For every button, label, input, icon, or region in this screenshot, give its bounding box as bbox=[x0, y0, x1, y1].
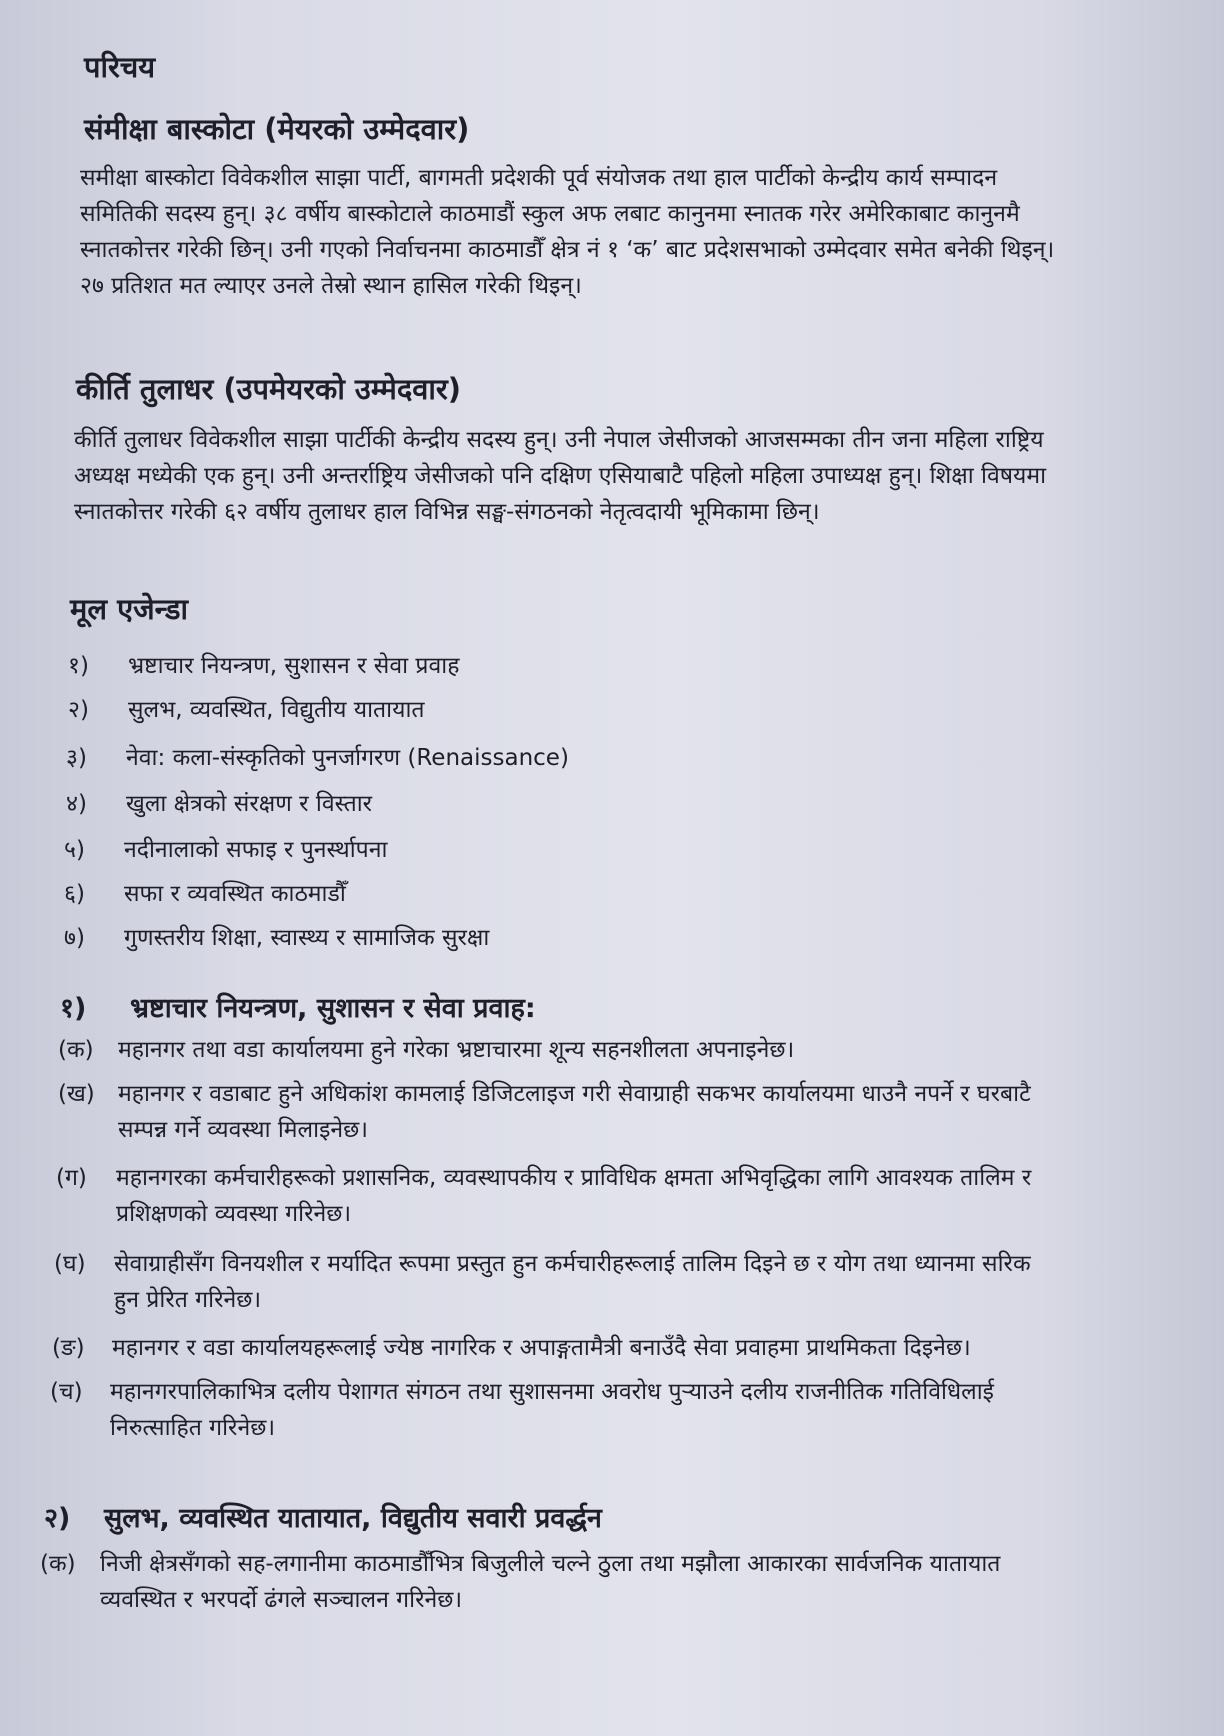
item-line: सेवाग्राहीसँग विनयशील र मर्यादित रूपमा प्रस्तुत हुन कर्मचारीहरूलाई तालिम दिइने छ र योग तथा ध्यानमा सरिक bbox=[114, 1251, 1031, 1277]
item-marker: (क) bbox=[40, 1551, 76, 1577]
item-line: महानगर तथा वडा कार्यालयमा हुने गरेका भ्रष्टाचारमा शून्य सहनशीलता अपनाइनेछ। bbox=[118, 1037, 795, 1063]
section-title: सुलभ, व्यवस्थित यातायात, विद्युतीय सवारी प्रवर्द्धन bbox=[104, 1503, 602, 1534]
section1-item bbox=[58, 1076, 1158, 1148]
agenda-text: नेवा: कला-संस्कृतिको पुनर्जागरण (Renaissance) bbox=[126, 745, 569, 771]
item-text bbox=[112, 1330, 971, 1366]
item-line: प्रशिक्षणको व्यवस्था गरिनेछ। bbox=[116, 1201, 352, 1227]
paragraph-line: कीर्ति तुलाधर विवेकशील साझा पार्टीकी केन्द्रीय सदस्य हुन्। उनी नेपाल जेसीजको आजसम्मका तीन जना महिला राष्ट्रिय bbox=[74, 427, 1044, 453]
item-text bbox=[118, 1032, 794, 1068]
agenda-number: ५) bbox=[64, 837, 85, 863]
item-line: महानगर र वडाबाट हुने अधिकांश कामलाई डिजिटलाइज गरी सेवाग्राही सकभर कार्यालयमा धाउनै नपर्ने र घरबाटै bbox=[118, 1081, 1031, 1107]
agenda-item bbox=[66, 740, 569, 772]
agenda-text: खुला क्षेत्रको संरक्षण र विस्तार bbox=[126, 791, 373, 817]
agenda-number: ४) bbox=[66, 791, 87, 817]
item-line: महानगरपालिकाभित्र दलीय पेशागत संगठन तथा सुशासनमा अवरोध पुऱ्याउने दलीय राजनीतिक गतिविधिलाई bbox=[110, 1379, 994, 1405]
agenda-item bbox=[68, 648, 459, 680]
paragraph-line: २७ प्रतिशत मत ल्याएर उनले तेस्रो स्थान हासिल गरेकी थिइन्। bbox=[80, 273, 582, 299]
item-line: सम्पन्न गर्ने व्यवस्था मिलाइनेछ। bbox=[118, 1117, 369, 1143]
agenda-item bbox=[66, 786, 372, 818]
agenda-number: ३) bbox=[66, 745, 87, 771]
item-line: निजी क्षेत्रसँगको सह-लगानीमा काठमाडौँभित्र बिजुलीले चल्ने ठुला तथा मझौला आकारका सार्वजनिक यातायात bbox=[100, 1551, 1001, 1577]
candidate2-paragraph bbox=[74, 422, 1046, 530]
section2-heading bbox=[44, 1498, 602, 1535]
agenda-text: नदीनालाको सफाइ र पुनर्स्थापना bbox=[124, 837, 388, 863]
item-line: हुन प्रेरित गरिनेछ। bbox=[114, 1287, 262, 1313]
agenda-item bbox=[64, 876, 346, 908]
agenda-number: १) bbox=[68, 653, 89, 679]
section1-item bbox=[50, 1374, 1150, 1446]
item-text bbox=[116, 1160, 1031, 1232]
agenda-item bbox=[64, 832, 387, 864]
paragraph-line: स्नातकोत्तर गरेकी छिन्। उनी गएको निर्वाचनमा काठमाडौँ क्षेत्र नं १ ‘क’ बाट प्रदेशसभाको उम्मेदवार समेत बनेकी थिइन्। bbox=[80, 237, 1055, 263]
agenda-text: सुलभ, व्यवस्थित, विद्युतीय यातायात bbox=[128, 697, 425, 723]
section-number: २) bbox=[44, 1503, 71, 1534]
candidate2-heading: कीर्ति तुलाधर (उपमेयरको उम्मेदवार) bbox=[76, 372, 461, 406]
section-number: १) bbox=[60, 993, 87, 1024]
item-line: महानगर र वडा कार्यालयहरूलाई ज्येष्ठ नागरिक र अपाङ्गतामैत्री बनाउँदै सेवा प्रवाहमा प्राथमिकता दिइनेछ। bbox=[112, 1335, 971, 1361]
intro-title: परिचय bbox=[84, 50, 156, 84]
agenda-number: ७) bbox=[64, 925, 85, 951]
candidate1-heading: संमीक्षा बास्कोटा (मेयरको उम्मेदवार) bbox=[84, 112, 470, 146]
agenda-item bbox=[64, 920, 489, 952]
item-text bbox=[100, 1546, 1000, 1618]
agenda-number: २) bbox=[68, 697, 89, 723]
agenda-item bbox=[68, 692, 425, 724]
section1-item bbox=[58, 1032, 1158, 1068]
item-text bbox=[110, 1374, 994, 1446]
item-line: व्यवस्थित र भरपर्दो ढंगले सञ्चालन गरिनेछ। bbox=[100, 1587, 463, 1613]
agenda-title: मूल एजेन्डा bbox=[70, 592, 189, 626]
section1-heading bbox=[60, 988, 536, 1025]
item-marker: (च) bbox=[50, 1379, 83, 1405]
paragraph-line: समितिकी सदस्य हुन्। ३८ वर्षीय बास्कोटाले काठमाडौं स्कुल अफ लबाट कानुनमा स्नातक गरेर अमेरिकाबाट कानुनमै bbox=[80, 201, 1020, 227]
item-marker: (ग) bbox=[56, 1165, 87, 1191]
paragraph-line: समीक्षा बास्कोटा विवेकशील साझा पार्टी, बागमती प्रदेशकी पूर्व संयोजक तथा हाल पार्टीको केन्द्रीय कार्य सम्पादन bbox=[80, 165, 998, 191]
item-text bbox=[118, 1076, 1031, 1148]
candidate1-paragraph bbox=[80, 160, 1054, 304]
paragraph-line: अध्यक्ष मध्येकी एक हुन्। उनी अन्तर्राष्ट्रिय जेसीजको पनि दक्षिण एसियाबाटै पहिलो महिला उपाध्यक्ष हुन्। शिक्षा विषयमा bbox=[74, 463, 1047, 489]
item-marker: (घ) bbox=[54, 1251, 86, 1277]
item-line: महानगरका कर्मचारीहरूको प्रशासनिक, व्यवस्थापकीय र प्राविधिक क्षमता अभिवृद्धिका लागि आवश्यक तालिम र bbox=[116, 1165, 1032, 1191]
item-marker: (ख) bbox=[58, 1081, 95, 1107]
agenda-text: सफा र व्यवस्थित काठमाडौँ bbox=[124, 881, 346, 907]
item-text bbox=[114, 1246, 1031, 1318]
paragraph-line: स्नातकोत्तर गरेकी ६२ वर्षीय तुलाधर हाल विभिन्न सङ्घ-संगठनको नेतृत्वदायी भूमिकामा छिन्। bbox=[74, 499, 820, 525]
section1-item bbox=[56, 1160, 1156, 1232]
item-marker: (क) bbox=[58, 1037, 94, 1063]
item-line: निरुत्साहित गरिनेछ। bbox=[110, 1415, 276, 1441]
agenda-text: भ्रष्टाचार नियन्त्रण, सुशासन र सेवा प्रवाह bbox=[128, 653, 460, 679]
section1-item bbox=[52, 1330, 1152, 1366]
section-title: भ्रष्टाचार नियन्त्रण, सुशासन र सेवा प्रवाह: bbox=[130, 993, 536, 1024]
section2-item bbox=[40, 1546, 1140, 1618]
item-marker: (ङ) bbox=[52, 1335, 85, 1361]
agenda-text: गुणस्तरीय शिक्षा, स्वास्थ्य र सामाजिक सुरक्षा bbox=[124, 925, 490, 951]
agenda-number: ६) bbox=[64, 881, 85, 907]
section1-item bbox=[54, 1246, 1154, 1318]
